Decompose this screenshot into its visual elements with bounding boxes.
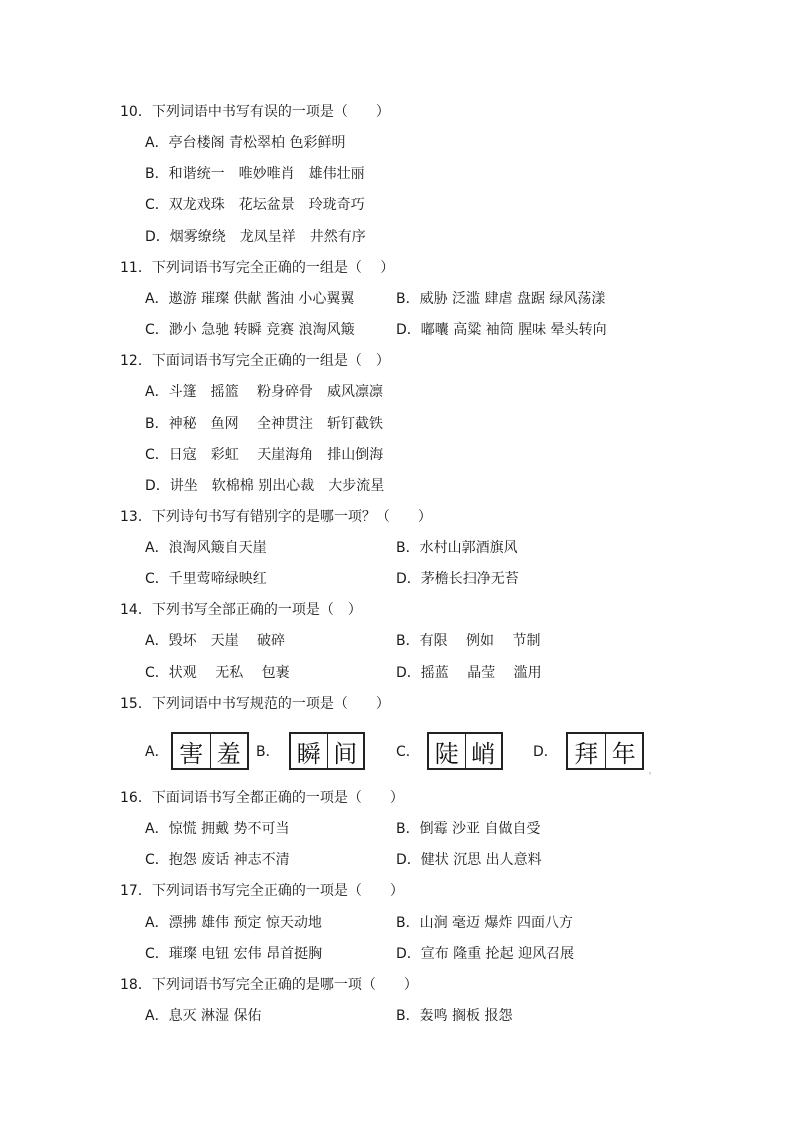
question-12-option-b: B．神秘 鱼网 全神贯注 斩钉截铁	[145, 416, 384, 432]
question-13-stem: 13．下列诗句书写有错别字的是哪一项？（ ）	[120, 509, 432, 525]
question-15-tile-a	[171, 732, 249, 770]
question-15-label-d: D．	[533, 744, 558, 760]
question-15-label-c: C．	[396, 744, 420, 760]
question-14-option-c: C．状观 无私 包裹	[145, 665, 290, 681]
question-12-stem: 12．下面词语书写完全正确的一组是（ ）	[120, 353, 390, 369]
question-17-stem: 17．下列词语书写完全正确的一项是（ ）	[120, 883, 404, 899]
question-18-stem: 18．下列词语书写完全正确的是哪一项（ ）	[120, 977, 418, 993]
question-10-stem: 10．下列词语中书写有误的一项是（ ）	[120, 104, 390, 120]
question-13-option-d: D．茅檐长扫净无苔	[396, 571, 519, 587]
question-15-stem: 15．下列词语中书写规范的一项是（ ）	[120, 696, 390, 712]
tile-char: 害	[179, 739, 204, 768]
question-18-option-b: B．轰鸣 搁板 报怨	[396, 1008, 513, 1024]
question-13-option-b: B．水村山郭酒旗风	[396, 540, 518, 556]
question-15-label-b: B．	[256, 744, 280, 760]
tile-char: 陡	[434, 739, 459, 768]
question-16-option-c: C．抱怨 废话 神志不清	[145, 852, 290, 868]
question-13-option-c: C．千里莺啼绿映红	[145, 571, 267, 587]
question-12-option-d: D．讲坐 软棉棉 别出心裁 大步流星	[145, 478, 385, 494]
question-18-option-a: A．息灭 淋湿 保佑	[145, 1008, 262, 1024]
question-14-option-b: B．有限 例如 节制	[396, 633, 541, 649]
question-12-option-c: C．日寇 彩虹 天崖海角 排山倒海	[145, 447, 384, 463]
question-14-option-d: D．摇蓝 晶莹 滥用	[396, 665, 542, 681]
question-16-option-d: D．健状 沉思 出人意料	[396, 852, 542, 868]
question-17-option-c: C．璀璨 电钮 宏伟 昂首挺胸	[145, 946, 323, 962]
tile-char: 羞	[210, 734, 248, 768]
tile-char: 年	[605, 734, 643, 768]
question-11-option-b: B．威胁 泛滥 肆虐 盘踞 绿风荡漾	[396, 291, 606, 307]
tile-char: 间	[327, 734, 364, 768]
question-11-option-a: A．遨游 璀璨 供献 酱油 小心翼翼	[145, 291, 355, 307]
question-10-option-d: D．烟雾缭绕 龙凤呈祥 井然有序	[145, 229, 366, 245]
question-10-option-c: C．双龙戏珠 花坛盆景 玲珑奇巧	[145, 197, 365, 213]
question-11-option-c: C．渺小 急驰 转瞬 竞赛 浪淘风簸	[145, 322, 355, 338]
tile-char: 拜	[574, 739, 599, 768]
question-14-stem: 14．下列书写全部正确的一项是（ ）	[120, 602, 362, 618]
question-15-tile-b	[289, 732, 365, 770]
question-16-option-b: B．倒霉 沙亚 自做自受	[396, 821, 541, 837]
tile-char: 峭	[465, 734, 502, 768]
question-11-option-d: D．嘟囔 高粱 袖筒 腥味 晕头转向	[396, 322, 607, 338]
question-13-option-a: A．浪淘风簸自天崖	[145, 540, 267, 556]
question-17-option-a: A．漂拂 雄伟 预定 惊天动地	[145, 915, 322, 931]
question-14-option-a: A．毁坏 天崖 破碎	[145, 633, 286, 649]
question-15-tile-c	[427, 732, 503, 770]
question-16-stem: 16．下面词语书写全都正确的一项是（ ）	[120, 790, 404, 806]
question-15-tile-d	[566, 732, 644, 770]
question-11-stem: 11．下列词语书写完全正确的一组是（ ）	[120, 260, 395, 276]
question-17-option-b: B．山涧 毫迈 爆炸 四面八方	[396, 915, 573, 931]
question-15-label-a: A．	[145, 744, 169, 760]
question-10-option-a: A．亭台楼阁 青松翠柏 色彩鲜明	[145, 135, 346, 151]
tile-char: 瞬	[296, 739, 321, 768]
page-mark: ◦	[648, 770, 653, 778]
question-10-option-b: B．和谐统一 唯妙唯肖 雄伟壮丽	[145, 166, 365, 182]
question-16-option-a: A．惊慌 拥戴 势不可当	[145, 821, 290, 837]
question-12-option-a: A．斗篷 摇篮 粉身碎骨 威风凛凛	[145, 384, 384, 400]
question-17-option-d: D．宣布 隆重 抡起 迎风召展	[396, 946, 575, 962]
